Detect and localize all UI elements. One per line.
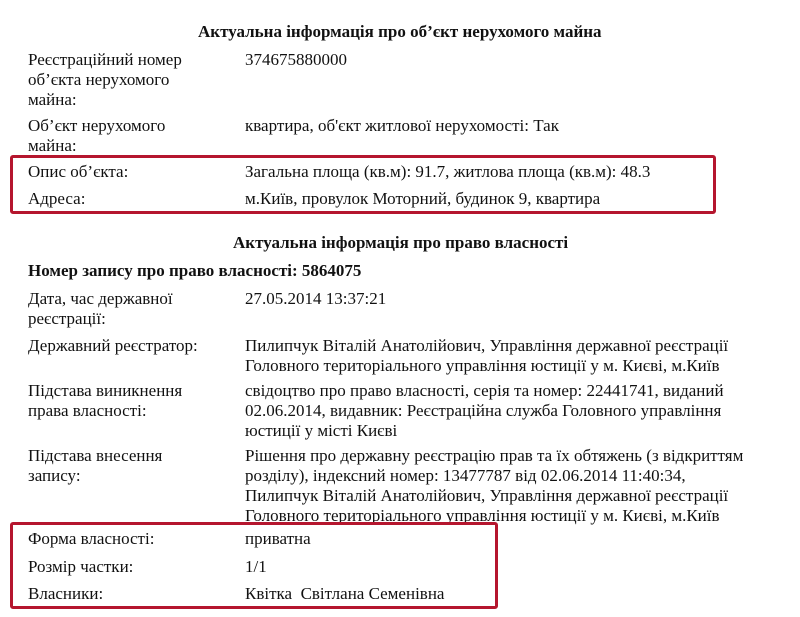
registration-number-value: 374675880000	[245, 50, 347, 69]
object-type-value: квартира, об'єкт житлової нерухомості: Так	[245, 116, 559, 135]
entry-basis-value: Рішення про державну реєстрацію прав та їх обтяжень (з відкриттям розділу), індексний номер: 13477787 від 02.06.2014 11:40:34, Пилипчук Віталій Анатолійович, Управління державної реєстрації Головного територіального управління юстиції у м. Києві, м.Київ	[245, 446, 744, 525]
registration-number-label: Реєстраційний номер об’єкта нерухомого майна:	[28, 50, 182, 109]
object-description-value: Загальна площа (кв.м): 91.7, житлова площа (кв.м): 48.3	[245, 162, 651, 181]
entry-basis-label: Підстава внесення запису:	[28, 446, 163, 485]
registration-date-value: 27.05.2014 13:37:21	[245, 289, 387, 308]
ownership-basis-label: Підстава виникнення права власності:	[28, 381, 183, 420]
object-description-label: Опис об’єкта:	[28, 162, 129, 181]
state-registrar-label: Державний реєстратор:	[28, 336, 198, 355]
ownership-section-title: Актуальна інформація про право власності	[233, 233, 569, 252]
state-registrar-value: Пилипчук Віталій Анатолійович, Управління державної реєстрації Головного територіального управління юстиції у м. Києві, м.Київ	[245, 336, 729, 375]
ownership-form-label: Форма власності:	[28, 529, 155, 548]
object-section-title: Актуальна інформація про об’єкт нерухомого майна	[198, 22, 602, 41]
ownership-record-number: Номер запису про право власності: 5864075	[28, 261, 362, 280]
share-size-value: 1/1	[245, 557, 267, 576]
owners-value: Квітка Світлана Семенівна	[245, 584, 445, 603]
address-label: Адреса:	[28, 189, 86, 208]
ownership-basis-value: свідоцтво про право власності, серія та номер: 22441741, виданий 02.06.2014, видавник: Реєстраційна служба Головного управління юстиції у місті Києві	[245, 381, 724, 440]
share-size-label: Розмір частки:	[28, 557, 134, 576]
address-value: м.Київ, провулок Моторний, будинок 9, квартира	[245, 189, 601, 208]
object-type-label: Об’єкт нерухомого майна:	[28, 116, 166, 155]
owners-label: Власники:	[28, 584, 104, 603]
ownership-form-value: приватна	[245, 529, 311, 548]
registration-date-label: Дата, час державної реєстрації:	[28, 289, 173, 328]
